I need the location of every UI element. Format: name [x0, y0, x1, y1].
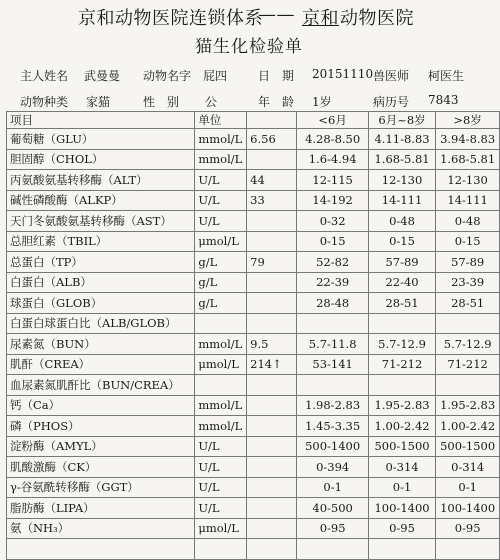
test-name-cell: 白蛋白球蛋白比（ALB/GLOB） [7, 313, 195, 334]
range-under-6-months-cell: 500-1400 [297, 436, 368, 457]
range-under-6-months-cell: 1.98-2.83 [297, 395, 368, 416]
table-row [7, 477, 500, 498]
unit-cell: U/L [195, 457, 247, 478]
unit-cell [195, 313, 247, 334]
result-cell: 214↑ [247, 354, 297, 375]
unit-cell: mmol/L [195, 149, 247, 170]
result-cell [247, 375, 297, 396]
range-6-months-to-8-years-cell: 500-1500 [368, 436, 435, 457]
range-6-months-to-8-years-cell: 12-130 [368, 170, 435, 191]
range-6-months-to-8-years-cell: 0-1 [368, 477, 435, 498]
title-hospital-chain: 京和动物医院连锁体系 [78, 8, 263, 29]
result-cell [247, 293, 297, 314]
header-unit: 单位 [195, 112, 247, 129]
range-6-months-to-8-years-cell [368, 539, 435, 560]
range-under-6-months-cell: 1.45-3.35 [297, 416, 368, 437]
range-6-months-to-8-years-cell: 1.68-5.81 [368, 149, 435, 170]
age-label: 年 龄 [258, 95, 295, 109]
range-6-months-to-8-years-cell: 0-48 [368, 211, 435, 232]
unit-cell: mmol/L [195, 416, 247, 437]
title-hospital-name: 动物医院 [340, 8, 414, 29]
table-row [7, 375, 500, 396]
result-cell [247, 436, 297, 457]
vet-label: 兽医师 [373, 69, 410, 83]
range-over-8-years-cell: 5.7-12.9 [436, 334, 500, 355]
test-name-cell: 钙（Ca） [7, 395, 195, 416]
result-cell: 6.56 [247, 129, 297, 150]
unit-cell: g/L [195, 252, 247, 273]
result-cell [247, 211, 297, 232]
header-range-under-6-months: <6月 [297, 112, 368, 129]
age-value: 1岁 [312, 95, 332, 109]
range-over-8-years-cell: 0-314 [436, 457, 500, 478]
header-result [247, 112, 297, 129]
range-over-8-years-cell: 0-1 [436, 477, 500, 498]
table-row [7, 436, 500, 457]
results-table-body [7, 112, 500, 560]
range-6-months-to-8-years-cell: 0-314 [368, 457, 435, 478]
range-over-8-years-cell: 0-48 [436, 211, 500, 232]
range-under-6-months-cell [297, 375, 368, 396]
owner-value: 武曼曼 [84, 69, 121, 83]
range-under-6-months-cell: 14-192 [297, 190, 368, 211]
result-cell [247, 477, 297, 498]
test-name-cell: 碱性磷酸酶（ALKP） [7, 190, 195, 211]
owner-label: 主人姓名 [20, 69, 69, 83]
test-name-cell: 血尿素氮肌酐比（BUN/CREA） [7, 375, 195, 396]
range-under-6-months-cell [297, 313, 368, 334]
range-6-months-to-8-years-cell: 100-1400 [368, 498, 435, 519]
range-over-8-years-cell: 100-1400 [436, 498, 500, 519]
range-over-8-years-cell: 71-212 [436, 354, 500, 375]
test-name-cell: 氨（NH₃） [7, 518, 195, 539]
unit-cell: g/L [195, 293, 247, 314]
unit-cell: g/L [195, 272, 247, 293]
header-range-6-months-to-8-years: 6月~8岁 [368, 112, 435, 129]
range-6-months-to-8-years-cell [368, 375, 435, 396]
sex-value: 公 [205, 95, 218, 109]
range-under-6-months-cell: 40-500 [297, 498, 368, 519]
range-6-months-to-8-years-cell: 14-111 [368, 190, 435, 211]
result-cell: 9.5 [247, 334, 297, 355]
range-under-6-months-cell: 53-141 [297, 354, 368, 375]
unit-cell: μmol/L [195, 354, 247, 375]
range-6-months-to-8-years-cell: 28-51 [368, 293, 435, 314]
range-6-months-to-8-years-cell: 22-40 [368, 272, 435, 293]
range-over-8-years-cell: 0-95 [436, 518, 500, 539]
test-name-cell: 总蛋白（TP） [7, 252, 195, 273]
unit-cell [195, 539, 247, 560]
table-row [7, 190, 500, 211]
unit-cell: mmol/L [195, 334, 247, 355]
range-6-months-to-8-years-cell: 4.11-8.83 [368, 129, 435, 150]
table-row [7, 395, 500, 416]
range-6-months-to-8-years-cell: 1.95-2.83 [368, 395, 435, 416]
table-row [7, 252, 500, 273]
range-over-8-years-cell [436, 313, 500, 334]
test-name-cell: 胆固醇（CHOL） [7, 149, 195, 170]
date-value: 20151110 [312, 67, 374, 81]
result-cell [247, 395, 297, 416]
test-name-cell: γ-谷氨酰转移酶（GGT） [7, 477, 195, 498]
range-under-6-months-cell: 0-15 [297, 231, 368, 252]
test-name-cell: 肌酐（CREA） [7, 354, 195, 375]
test-name-cell: 肌酸激酶（CK） [7, 457, 195, 478]
result-cell [247, 416, 297, 437]
range-over-8-years-cell: 1.68-5.81 [436, 149, 500, 170]
table-row [7, 272, 500, 293]
range-6-months-to-8-years-cell: 1.00-2.42 [368, 416, 435, 437]
range-over-8-years-cell: 0-15 [436, 231, 500, 252]
table-row [7, 539, 500, 560]
unit-cell: mmol/L [195, 395, 247, 416]
date-label: 日 期 [258, 69, 295, 83]
range-over-8-years-cell: 500-1500 [436, 436, 500, 457]
test-name-cell: 天门冬氨酸氨基转移酶（AST） [7, 211, 195, 232]
table-row [7, 498, 500, 519]
table-row [7, 170, 500, 191]
result-cell [247, 498, 297, 519]
range-under-6-months-cell: 0-1 [297, 477, 368, 498]
result-cell [247, 518, 297, 539]
test-name-cell: 葡萄糖（GLU） [7, 129, 195, 150]
range-over-8-years-cell: 1.95-2.83 [436, 395, 500, 416]
range-over-8-years-cell [436, 375, 500, 396]
result-cell [247, 272, 297, 293]
form-subtitle: 猫生化检验单 [195, 37, 303, 57]
unit-cell: U/L [195, 477, 247, 498]
unit-cell: U/L [195, 498, 247, 519]
table-row [7, 231, 500, 252]
species-label: 动物种类 [20, 95, 69, 109]
table-row [7, 129, 500, 150]
test-name-cell: 淀粉酶（AMYL） [7, 436, 195, 457]
test-name-cell: 尿素氮（BUN） [7, 334, 195, 355]
table-row [7, 211, 500, 232]
record-number-label: 病历号 [373, 95, 410, 109]
title-dash: —— [258, 4, 295, 25]
table-row [7, 334, 500, 355]
header-range-over-8-years: >8岁 [436, 112, 500, 129]
range-under-6-months-cell: 52-82 [297, 252, 368, 273]
test-name-cell: 白蛋白（ALB） [7, 272, 195, 293]
range-under-6-months-cell: 0-95 [297, 518, 368, 539]
range-under-6-months-cell: 28-48 [297, 293, 368, 314]
table-row [7, 293, 500, 314]
range-over-8-years-cell: 28-51 [436, 293, 500, 314]
pet-name-label: 动物名字 [143, 69, 192, 83]
range-under-6-months-cell: 5.7-11.8 [297, 334, 368, 355]
range-over-8-years-cell: 57-89 [436, 252, 500, 273]
result-cell [247, 539, 297, 560]
header-item: 项目 [7, 112, 195, 129]
table-row [7, 354, 500, 375]
range-over-8-years-cell [436, 539, 500, 560]
result-cell: 33 [247, 190, 297, 211]
unit-cell: U/L [195, 211, 247, 232]
result-cell: 44 [247, 170, 297, 191]
range-under-6-months-cell [297, 539, 368, 560]
sex-label: 性 别 [143, 95, 180, 109]
unit-cell: U/L [195, 436, 247, 457]
biochemistry-results-table [6, 111, 500, 560]
test-name-cell: 球蛋白（GLOB） [7, 293, 195, 314]
test-name-cell [7, 539, 195, 560]
test-name-cell: 磷（PHOS） [7, 416, 195, 437]
table-row [7, 313, 500, 334]
unit-cell: μmol/L [195, 518, 247, 539]
title-brand-underlined: 京和 [302, 8, 339, 29]
table-row [7, 416, 500, 437]
unit-cell [195, 375, 247, 396]
test-name-cell: 脂肪酶（LIPA） [7, 498, 195, 519]
range-over-8-years-cell: 23-39 [436, 272, 500, 293]
test-name-cell: 总胆红素（TBIL） [7, 231, 195, 252]
result-cell: 79 [247, 252, 297, 273]
unit-cell: U/L [195, 190, 247, 211]
range-6-months-to-8-years-cell: 0-95 [368, 518, 435, 539]
range-over-8-years-cell: 3.94-8.83 [436, 129, 500, 150]
table-row [7, 457, 500, 478]
result-cell [247, 231, 297, 252]
pet-name-value: 屁四 [203, 69, 228, 83]
range-over-8-years-cell: 14-111 [436, 190, 500, 211]
result-cell [247, 313, 297, 334]
table-row [7, 518, 500, 539]
unit-cell: U/L [195, 170, 247, 191]
range-under-6-months-cell: 1.6-4.94 [297, 149, 368, 170]
range-under-6-months-cell: 0-394 [297, 457, 368, 478]
range-6-months-to-8-years-cell: 0-15 [368, 231, 435, 252]
result-cell [247, 457, 297, 478]
range-over-8-years-cell: 1.00-2.42 [436, 416, 500, 437]
range-under-6-months-cell: 0-32 [297, 211, 368, 232]
range-under-6-months-cell: 4.28-8.50 [297, 129, 368, 150]
range-6-months-to-8-years-cell: 5.7-12.9 [368, 334, 435, 355]
range-6-months-to-8-years-cell: 57-89 [368, 252, 435, 273]
range-6-months-to-8-years-cell [368, 313, 435, 334]
range-over-8-years-cell: 12-130 [436, 170, 500, 191]
range-under-6-months-cell: 22-39 [297, 272, 368, 293]
species-value: 家猫 [86, 95, 111, 109]
range-6-months-to-8-years-cell: 71-212 [368, 354, 435, 375]
unit-cell: mmol/L [195, 129, 247, 150]
test-name-cell: 丙氨酸氨基转移酶（ALT） [7, 170, 195, 191]
table-row [7, 149, 500, 170]
table-header-row [7, 112, 500, 129]
unit-cell: μmol/L [195, 231, 247, 252]
record-number-value: 7843 [428, 93, 459, 107]
vet-value: 柯医生 [428, 69, 465, 83]
result-cell [247, 149, 297, 170]
range-under-6-months-cell: 12-115 [297, 170, 368, 191]
